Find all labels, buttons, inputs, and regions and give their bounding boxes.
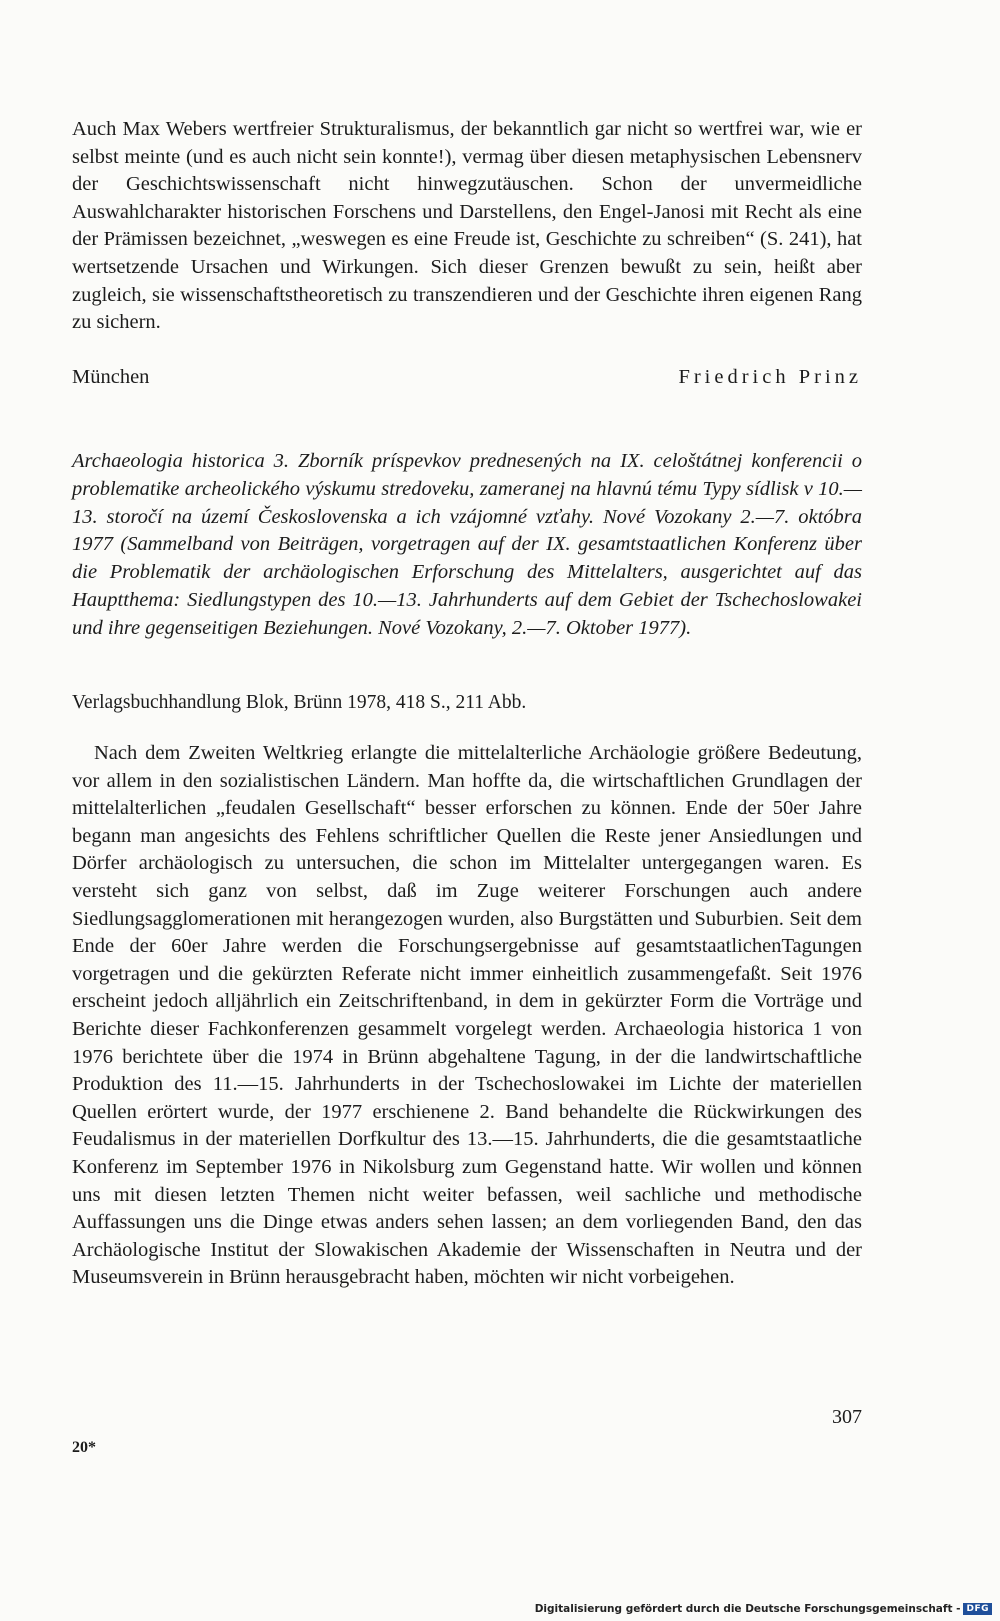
digitization-note: Digitalisierung gefördert durch die Deutsche Forschungsgemeinschaft -: [534, 1603, 961, 1615]
signature-place: München: [72, 366, 150, 388]
dfg-logo-icon: DFG: [963, 1603, 992, 1615]
bibliographic-citation: Archaeologia historica 3. Zborník príspevkov prednesených na IX. celoštátnej konferencii o problematike archeolického výskumu stredoveku, zameranej na hlavnú tému Typy sídlisk v 10.—13. storočí na území Československa a ich vzájomné vzťahy. Nové Vozokany 2.—7. októbra 1977 (Sammelband von Beiträgen, vorgetragen auf der IX. gesamtstaatlichen Konferenz über die Problematik der archäologischen Erforschung des Mittelalters, ausgerichtet auf das Hauptthema: Siedlungstypen des 10.—13. Jahrhunderts auf dem Gebiet der Tschechoslowakei und ihre gegenseitigen Beziehungen. Nové Vozokany, 2.—7. Oktober 1977).: [72, 450, 862, 639]
page-number: 307: [832, 1406, 862, 1428]
signature-author: Friedrich Prinz: [678, 366, 862, 388]
intro-paragraph: Auch Max Webers wertfreier Strukturalismus, der bekanntlich gar nicht so wertfrei war, wie er selbst meinte (und es auch nicht sein konnte!), vermag über diesen metaphysischen Lebensnerv der Geschichtswissenschaft nicht hinwegzutäuschen. Schon der unvermeidliche Auswahlcharakter historischen Forschens und Darstellens, den Engel-Janosi mit Recht als eine der Prämissen bezeichnet, „weswegen es eine Freude ist, Geschichte zu schreiben“ (S. 241), hat wertsetzende Ursachen und Wirkungen. Sich dieser Grenzen bewußt zu sein, heißt aber zugleich, sie wissenschaftstheoretisch zu transzendieren und der Geschichte ihren eigenen Rang zu sichern.: [72, 118, 862, 334]
printer-signature-mark: 20*: [72, 1439, 96, 1456]
digitization-footer: [535, 1603, 992, 1615]
publisher-line: Verlagsbuchhandlung Blok, Brünn 1978, 418 S., 211 Abb.: [72, 692, 527, 713]
review-paragraph: Nach dem Zweiten Weltkrieg erlangte die mittelalterliche Archäologie größere Bedeutung, vor allem in den sozialistischen Ländern. Man hoffte da, die wirtschaftlichen Grundlagen der mittelalterlichen „feudalen Gesellschaft“ besser erforschen zu können. Ende der 50er Jahre begann man angesichts des Fehlens schriftlicher Quellen die Reste jener Ansiedlungen und Dörfer archäologisch zu untersuchen, die schon im Mittelalter untergegangen waren. Es versteht sich ganz von selbst, daß im Zuge weiterer Forschungen auch andere Siedlungsagglomerationen mit herangezogen wurden, also Burgstätten und Suburbien. Seit dem Ende der 60er Jahre werden die Forschungsergebnisse auf gesamtstaatlichenTagungen vorgetragen und die gekürzten Referate nicht immer einheitlich zusammengefaßt. Seit 1976 erscheint jedoch alljährlich ein Zeitschriftenband, in dem in gekürzter Form die Vorträge und Berichte dieser Fachkonferenzen gesammelt vorgelegt werden. Archaeologia historica 1 von 1976 berichtete über die 1974 in Brünn abgehaltene Tagung, in der die landwirtschaftliche Produktion des 11.—15. Jahrhunderts in der Tschechoslowakei im Lichte der materiellen Quellen erörtert wurde, der 1977 erschienene 2. Band behandelte die Rückwirkungen des Feudalismus in der materiellen Dorfkultur des 13.—15. Jahrhunderts, die die gesamtstaatliche Konferenz im September 1976 in Nikolsburg zum Gegenstand hatte. Wir wollen und können uns mit diesen letzten Themen nicht weiter befassen, weil sachliche und methodische Auffassungen uns die Dinge etwas anders sehen lassen; an dem vorliegenden Band, den das Archäologische Institut der Slowakischen Akademie der Wissenschaften in Neutra und der Museumsverein in Brünn herausgebracht haben, möchten wir nicht vorbeigehen.: [72, 742, 862, 1289]
